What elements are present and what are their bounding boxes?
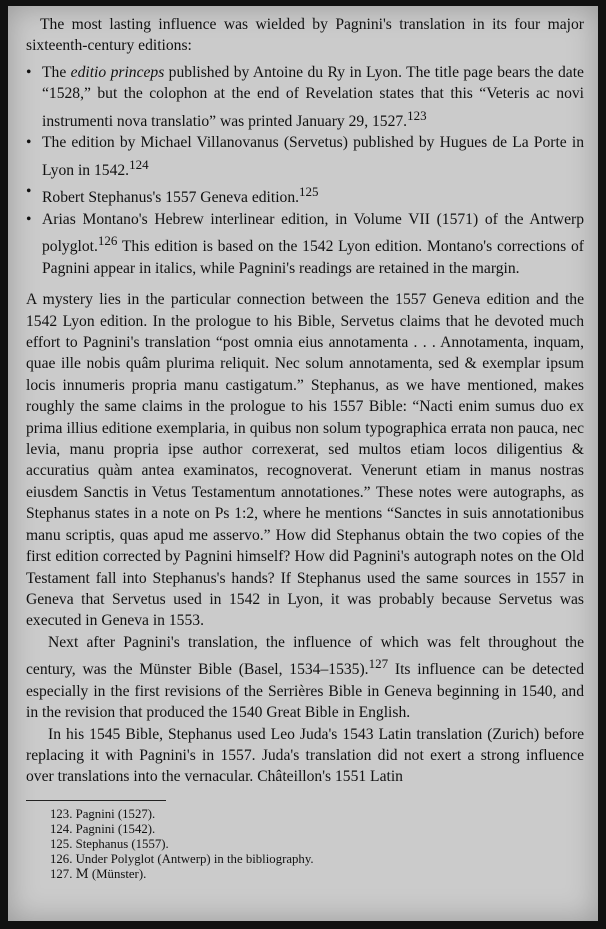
footnote-123: 123. Pagnini (1527).: [50, 806, 156, 821]
list-item-villanovanus: [26, 132, 584, 181]
book-page: [8, 6, 598, 921]
footnote-127: [50, 867, 584, 882]
list-item-montano: [26, 209, 584, 279]
footnote-ref-127: 127: [368, 656, 389, 672]
paragraph-mystery: A mystery lies in the particular connection between the 1557 Geneva edition and the 1542 Lyon edition. In the prologue to his Bible, Servetus claims that he devoted much effort to Pagnini's translation “post omnia eius annotamenta . . . Annotamenta, inquam, quae ille nobis quâm plurima reliquit. Nec solum annotamenta, sed & exemplar ipsum locis innumeris propria manu castigatum.” Stephanus, as we have mentioned, makes roughly the same claims in the prologue to his 1557 Bible: “Nacti enim sumus duo ex prima illius editione exemplaria, in quibus non solum typographica errata non pauca, nec levia, manu propria ipse author correxerat, sed multos etiam locos diligentius & accuratius quàm antea examinatos, recognoverat. Venerunt etiam in manus nostras eiusdem Sanctis in Vetus Testamentum annotationes.” These notes were autographs, as Stephanus states in a note on Ps 1:2, where he mentions “Sanctes in suis annotationibus manu scriptis, quas apud me asservo.” How did Stephanus obtain the two copies of the first edition corrected by Pagnini himself? How did Pagnini's autograph notes on the Old Testament fall into Stephanus's hands? If Stephanus used the same sources in 1557 in Geneva that Servetus used in 1542 in Lyon, it was probably because Servetus was executed in Geneva in 1553.: [26, 291, 584, 630]
footnote-divider: [26, 800, 166, 801]
footnote-ref-125: 125: [299, 184, 319, 200]
list-item-text: published by Antoine du Ry in Lyon. The title page bears the date “1528,” but the colophon at the end of Revelation states that this “Veteris ac novi instrumenti nova translatio” was printed January 29, 1527.: [42, 63, 584, 130]
munster-glyph: Ⅿ: [75, 866, 89, 882]
footnote-126: 126. Under Polyglot (Antwerp) in the bibliography.: [50, 851, 314, 866]
paragraph-munster: [26, 632, 584, 724]
paragraph-text: Its influence can be detected especially in the first revisions of the Serrières Bible in Geneva beginning in 1540, and in the revision that produced the 1540 Great Bible in English.: [26, 661, 585, 722]
list-item-text: The edition by Michael Villanovanus (Servetus) published by Hugues de La Porte in Lyon in 1542.: [42, 134, 584, 179]
list-item-stephanus: [26, 181, 584, 209]
footnote-ref-124: 124: [129, 156, 149, 172]
page-content: [26, 14, 584, 882]
paragraph-text: Next after Pagnini's translation, the influence of which was felt throughout the century, was the Münster Bible (Basel, 1534–1535).: [26, 633, 584, 679]
list-item-text: Robert Stephanus's 1557 Geneva edition.: [42, 189, 300, 207]
list-item-text: Arias Montano's Hebrew interlinear edition, in Volume VII (1571) of the Antwerp polyglot.: [42, 210, 584, 256]
list-item-text: This edition is based on the 1542 Lyon edition. Montano's corrections of Pagnini appear in italics, while Pagnini's readings are retained in the margin.: [42, 238, 584, 277]
footnote-ref-123: 123: [407, 107, 427, 123]
list-item-italic: editio princeps: [70, 63, 165, 81]
list-item-text: The: [42, 63, 71, 81]
footnote-text: (Münster).: [88, 866, 147, 881]
footnotes: [26, 807, 584, 882]
footnote-124: 124. Pagnini (1542).: [50, 821, 156, 836]
list-item-editio-princeps: [26, 62, 584, 132]
footnote-number: 127.: [50, 866, 76, 881]
footnote-ref-126: 126: [97, 233, 118, 249]
footnote-125: 125. Stephanus (1557).: [50, 836, 169, 851]
intro-paragraph: The most lasting influence was wielded by Pagnini's translation in its four major sixteenth-century editions:: [26, 16, 584, 55]
editions-list: [26, 62, 584, 279]
paragraph-juda: In his 1545 Bible, Stephanus used Leo Juda's 1543 Latin translation (Zurich) before replacing it with Pagnini's in 1557. Juda's translation did not exert a strong influence over translations into the vernacular. Châteillon's 1551 Latin: [26, 725, 584, 786]
